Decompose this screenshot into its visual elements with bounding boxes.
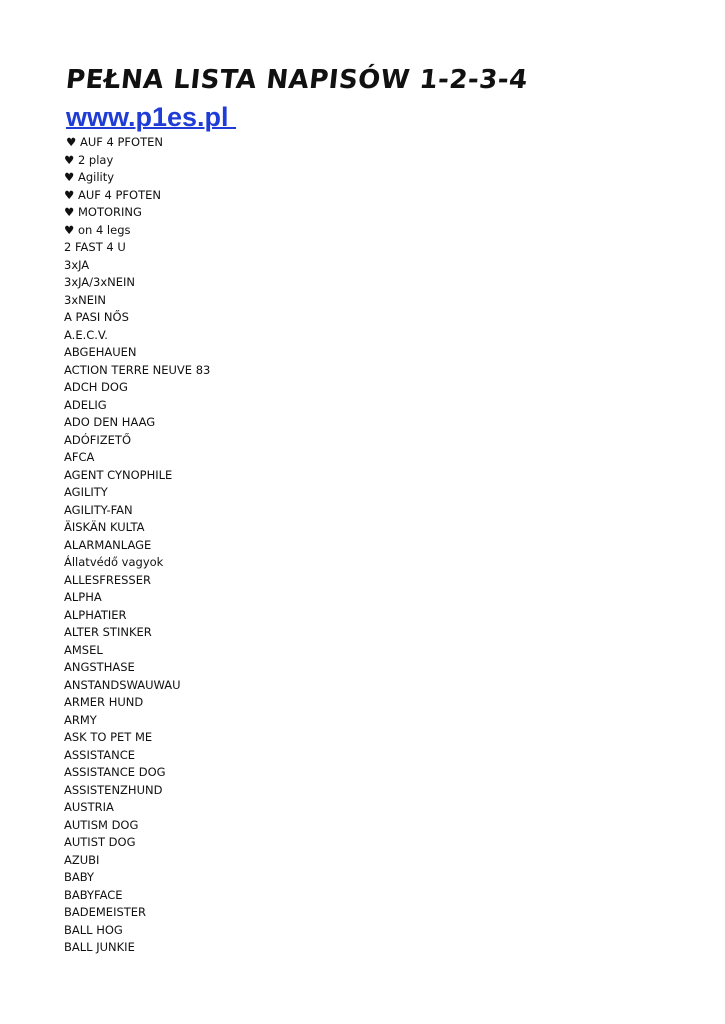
list-item: 3xJA: [64, 257, 90, 272]
list-item: BABY: [64, 870, 95, 884]
list-item: ANSTANDSWAUWAU: [64, 677, 181, 692]
list-item: AGENT CYNOPHILE: [64, 467, 173, 482]
list-item: BALL JUNKIE: [64, 940, 135, 954]
list-item: ♥ on 4 legs: [64, 222, 131, 237]
list-item: ACTION TERRE NEUVE 83: [64, 362, 211, 377]
list-item: ASK TO PET ME: [64, 730, 153, 744]
list-item: A PASI NŐS: [64, 310, 129, 324]
list-item: ♥ AUF 4 PFOTEN: [64, 187, 161, 202]
list-item: ♥ AUF 4 PFOTEN: [66, 135, 163, 149]
list-item: ALPHATIER: [64, 607, 127, 622]
inscription-list: [64, 134, 210, 957]
list-item: ARMER HUND: [64, 695, 144, 709]
list-item: AUTISM DOG: [64, 817, 139, 832]
page-title: PEŁNA LISTA NAPISÓW 1-2-3-4: [64, 65, 530, 95]
list-item: ADO DEN HAAG: [64, 415, 156, 429]
list-item: ASSISTANCE: [64, 747, 136, 762]
list-item: AZUBI: [64, 852, 100, 867]
list-item: ASSISTANCE DOG: [64, 765, 166, 779]
list-item: ALTER STINKER: [64, 625, 152, 639]
list-item: ♥ 2 play: [64, 152, 114, 167]
list-item: AGILITY-FAN: [64, 502, 133, 517]
list-item: A.E.C.V.: [64, 327, 108, 342]
list-item: 3xJA/3xNEIN: [64, 275, 136, 289]
list-item: ALARMANLAGE: [64, 537, 152, 552]
list-item: ALPHA: [64, 590, 102, 604]
list-item: ADÓFIZETŐ: [64, 432, 132, 447]
list-item: ♥ Agility: [64, 170, 115, 184]
list-item: AGILITY: [64, 485, 108, 499]
list-item: 2 FAST 4 U: [64, 240, 126, 254]
list-item: ALLESFRESSER: [64, 572, 151, 587]
list-item: BALL HOG: [64, 922, 123, 937]
website-link[interactable]: www.p1es.pl: [66, 102, 237, 132]
list-item: AUTIST DOG: [64, 835, 136, 849]
list-item: BADEMEISTER: [64, 905, 147, 919]
list-item: ♥ MOTORING: [64, 205, 142, 219]
list-item: ADCH DOG: [64, 380, 128, 394]
list-item: ABGEHAUEN: [64, 345, 137, 359]
list-item: 3xNEIN: [64, 292, 106, 307]
list-item: ADELIG: [64, 397, 107, 412]
list-item: AUSTRIA: [64, 800, 114, 814]
list-item: ARMY: [64, 712, 97, 727]
list-item: BABYFACE: [64, 887, 123, 902]
list-item: ASSISTENZHUND: [64, 782, 163, 797]
list-item: ÄISKÄN KULTA: [64, 520, 145, 534]
list-item: ANGSTHASE: [64, 660, 135, 674]
list-item: Állatvédő vagyok: [64, 555, 164, 569]
list-item: AFCA: [64, 450, 95, 464]
list-item: AMSEL: [64, 642, 103, 657]
